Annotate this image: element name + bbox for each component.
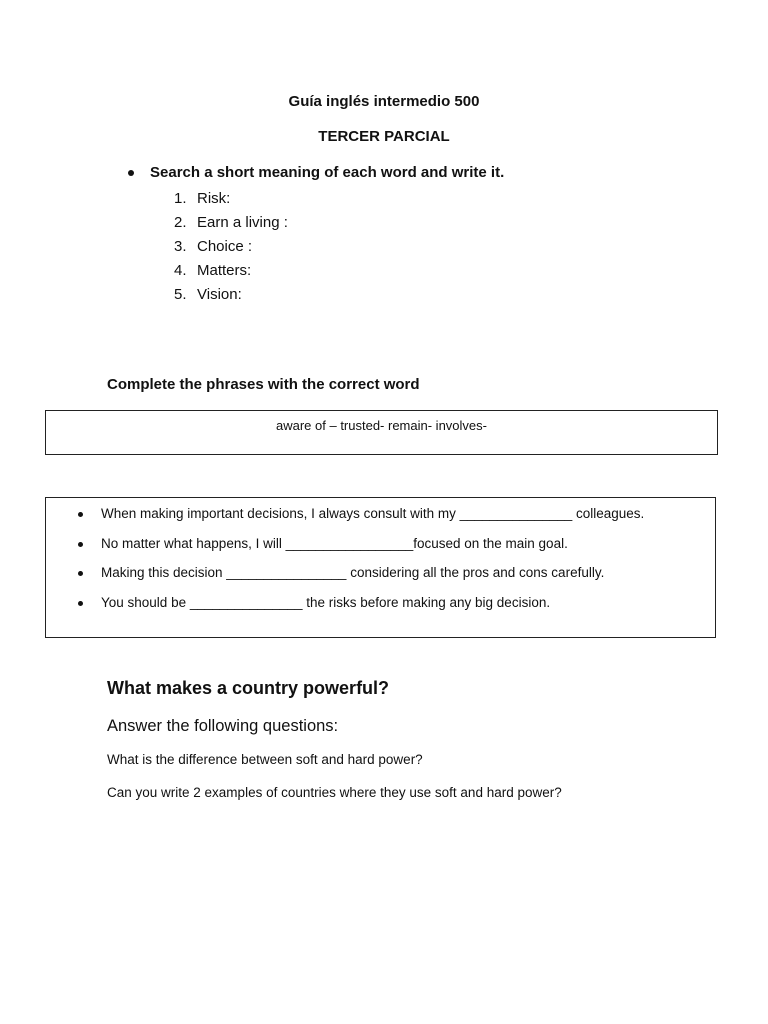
vocabulary-instruction — [128, 164, 504, 181]
list-item — [174, 283, 288, 307]
word-bank: aware of – trusted- remain- involves- — [276, 418, 487, 433]
phrase-text: Making this decision ________________ considering all the pros and cons carefully. — [101, 565, 605, 580]
bullet-icon — [78, 542, 83, 547]
bullet-icon — [78, 571, 83, 576]
item-text: Matters: — [197, 262, 252, 279]
list-item — [174, 259, 288, 283]
word-bank-box — [45, 410, 718, 455]
item-number: 1. — [174, 190, 187, 207]
phrase-text: No matter what happens, I will _________________focused on the main goal. — [101, 535, 568, 551]
item-text: Earn a living : — [197, 214, 288, 231]
power-subheading: Answer the following questions: — [107, 717, 339, 735]
bullet-icon — [128, 170, 134, 176]
complete-heading: Complete the phrases with the correct word — [107, 376, 420, 393]
list-item — [174, 211, 288, 235]
question-1: What is the difference between soft and hard power? — [107, 752, 423, 767]
bullet-icon — [78, 512, 83, 517]
phrase-text: You should be _______________ the risks before making any big decision. — [101, 594, 551, 610]
item-number: 2. — [174, 214, 187, 231]
power-heading: What makes a country powerful? — [107, 678, 390, 698]
phrase-text: When making important decisions, I always consult with my _______________ colleagues. — [101, 506, 645, 521]
item-number: 3. — [174, 238, 187, 255]
list-item — [78, 503, 644, 533]
list-item — [78, 592, 644, 622]
document-title: Guía inglés intermedio 500 — [288, 93, 480, 110]
vocabulary-instruction-text: Search a short meaning of each word and write it. — [150, 164, 505, 181]
item-number: 5. — [174, 286, 187, 303]
item-text: Vision: — [197, 286, 242, 303]
phrase-list — [78, 503, 644, 621]
vocabulary-list — [174, 187, 288, 307]
item-text: Choice : — [197, 238, 253, 255]
phrases-box — [45, 497, 716, 638]
question-2: Can you write 2 examples of countries where they use soft and hard power? — [107, 785, 562, 800]
item-number: 4. — [174, 262, 187, 279]
list-item — [78, 533, 644, 563]
document-subtitle: TERCER PARCIAL — [318, 128, 450, 145]
item-text: Risk: — [197, 190, 231, 207]
bullet-icon — [78, 601, 83, 606]
list-item — [78, 562, 644, 592]
list-item — [174, 235, 288, 259]
list-item — [174, 187, 288, 211]
